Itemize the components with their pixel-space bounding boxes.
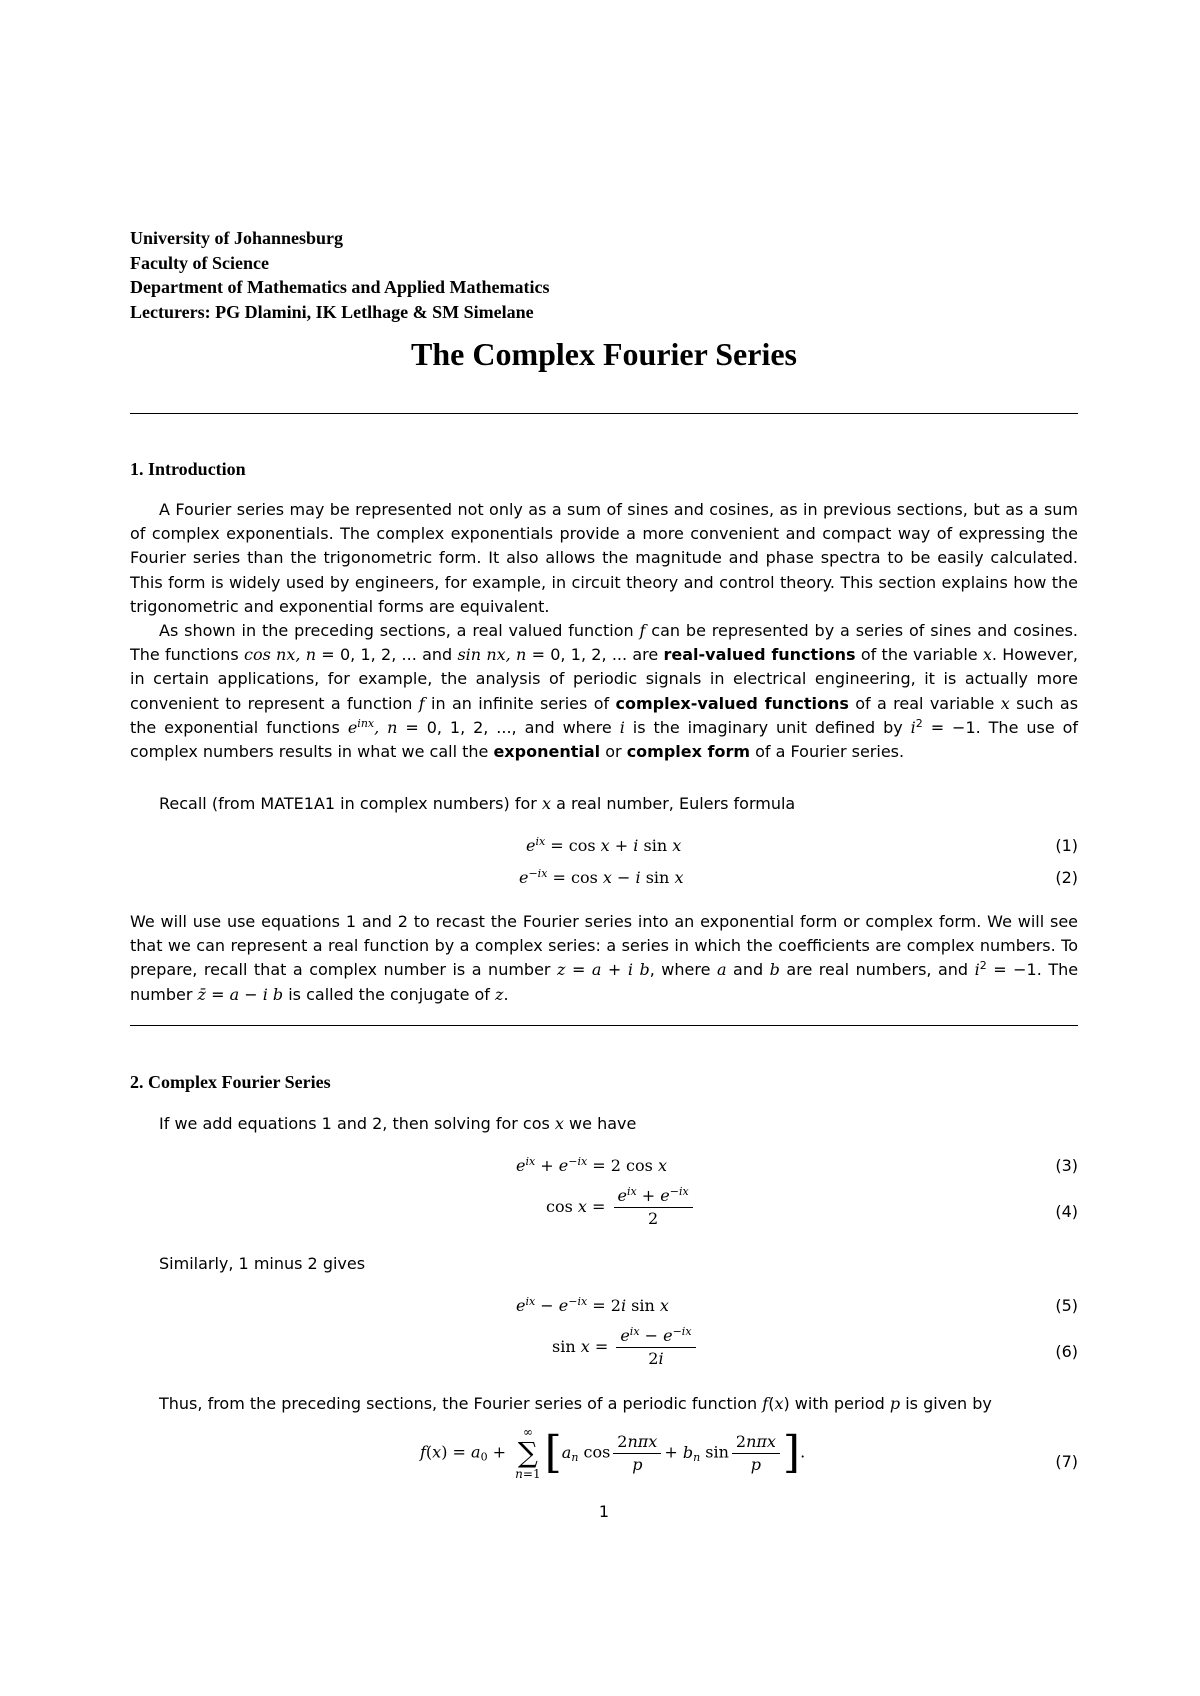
- equation-1: [130, 834, 1078, 864]
- summation-symbol: ∞ ∑ n=1: [515, 1425, 541, 1481]
- equation-6-number: (6): [1055, 1342, 1078, 1361]
- equation-7: [130, 1426, 1078, 1496]
- document-title: The Complex Fourier Series: [410, 336, 797, 372]
- introduction-text: [130, 498, 1078, 764]
- section-heading-complex-fourier: 2. Complex Fourier Series: [130, 1072, 331, 1092]
- recall-euler-line: Recall (from MATE1A1 in complex numbers) for x a real number, Eulers formula: [159, 794, 796, 813]
- horizontal-rule: [130, 413, 1078, 414]
- equation-5-number: (5): [1055, 1296, 1078, 1315]
- lecturers-line: Lecturers: PG Dlamini, IK Letlhage & SM Simelane: [130, 301, 534, 322]
- equation-5: [130, 1294, 1078, 1324]
- equation-6: [130, 1326, 1078, 1376]
- department-name: Department of Mathematics and Applied Mathematics: [130, 277, 550, 297]
- document-header: [130, 226, 549, 324]
- document-page: [130, 0, 1078, 1696]
- equation-7-number: (7): [1055, 1452, 1078, 1471]
- equation-2-number: (2): [1055, 868, 1078, 887]
- equation-3: [130, 1154, 1078, 1184]
- faculty-name: Faculty of Science: [130, 252, 269, 273]
- equation-1-expression: $e^{ix} = \cos x + i$ sin x: [526, 835, 682, 855]
- equation-6-expression: sin x = $\frac{e^{ix} - e^{-ix}}{2i}$: [552, 1326, 699, 1369]
- equation-1-number: (1): [1055, 836, 1078, 855]
- equation-3-expression: $e^{ix} + e^{-ix} = 2$ cos x: [516, 1155, 667, 1175]
- page-number: 1: [598, 1502, 610, 1521]
- add-equations-line: If we add equations 1 and 2, then solving for cos x we have: [159, 1114, 637, 1133]
- equation-3-number: (3): [1055, 1156, 1078, 1175]
- similarly-line: Similarly, 1 minus 2 gives: [159, 1254, 366, 1273]
- equation-7-expression: $f(x) = a_0$ + ∞ ∑ n=1 [$a_n$ cos $\frac{\text{2nπx}}{p}$ + $b_n$ sin $\frac{\text{2nπx}}{p}$ ].: [420, 1425, 806, 1481]
- thus-line: Thus, from the preceding sections, the Fourier series of a periodic function f(x) with period p is given by: [159, 1394, 992, 1413]
- section-heading-introduction: 1. Introduction: [130, 459, 246, 479]
- equation-4: [130, 1186, 1078, 1236]
- equation-5-expression: $e^{ix} - e^{-ix} = 2i$ sin x: [516, 1295, 669, 1315]
- paragraph-real-valued: As shown in the preceding sections, a real valued function f can be represented by a series of sines and cosines. The functions cos nx, n = 0, 1, 2, ... and sin nx, n = 0, 1, 2, ... are real-valued functions of the variable x. However, in certain applications, for example, the analysis of periodic signals in electrical engineering, it is actually more convenient to represent a function f in an infinite series of complex-valued functions of a real variable x such as the exponential functions $e^{inx}$, n = 0, 1, 2, ..., and where i is the imaginary unit defined by $i^2 = -1$. The use of complex numbers results in what we call the exponential or complex form of a Fourier series.: [130, 621, 1079, 762]
- equation-2: [130, 866, 1078, 896]
- paragraph-intro: A Fourier series may be represented not only as a sum of sines and cosines, as in previous sections, but as a sum of complex exponentials. The complex exponentials provide a more convenient and compact way of expressing the Fourier series than the trigonometric form. It also allows the magnitude and phase spectra to be easily calculated. This form is widely used by engineers, for example, in circuit theory and control theory. This section explains how the trigonometric and exponential forms are equivalent.: [130, 500, 1078, 616]
- horizontal-rule: [130, 1025, 1078, 1026]
- equation-2-expression: $e^{-ix} = \cos x - i$ sin x: [519, 867, 684, 887]
- equation-4-number: (4): [1055, 1202, 1078, 1221]
- equation-4-expression: cos x = $\frac{e^{ix} + e^{-ix}}{2}$: [546, 1186, 696, 1229]
- complex-number-paragraph: We will use use equations 1 and 2 to recast the Fourier series into an exponential form or complex form. We will see that we can represent a real function by a complex series: a series in which the coefficients are complex numbers. To prepare, recall that a complex number is a number z = a + i b, where a and b are real numbers, and $i^2 = -1$. The number z̄ = a − i b is called the conjugate of z.: [130, 912, 1079, 1004]
- university-name: University of Johannesburg: [130, 228, 344, 248]
